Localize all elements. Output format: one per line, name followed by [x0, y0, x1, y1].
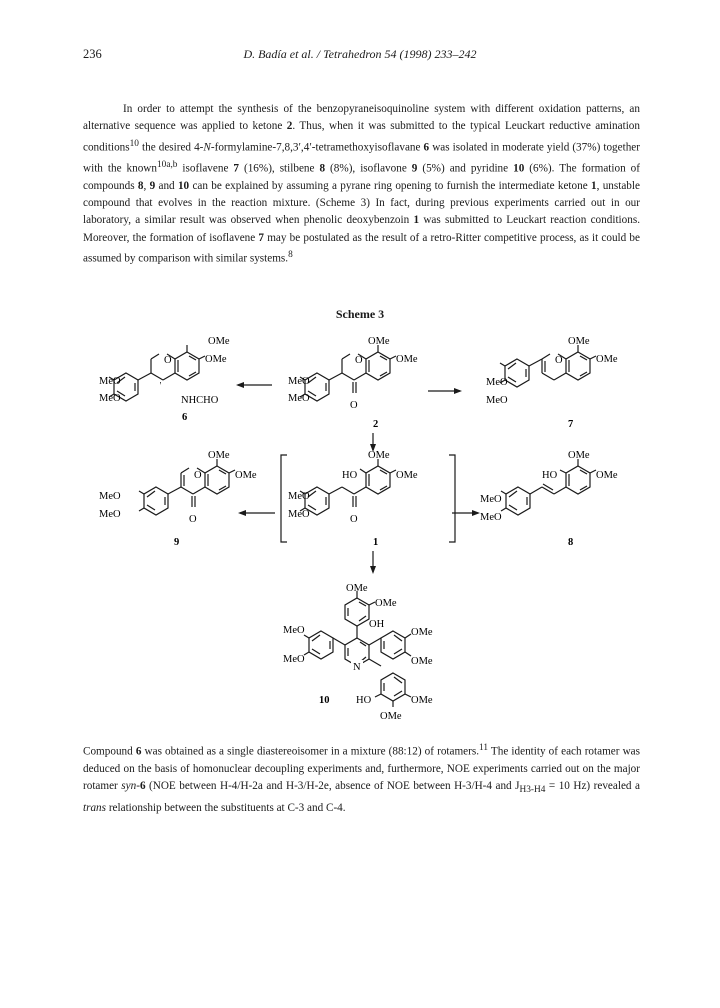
compound-label-10: 10	[319, 695, 330, 706]
cmp10-meo-top: MeO	[283, 625, 305, 636]
cmp2-ome-right: OMe	[396, 354, 418, 365]
cmp10-ome-bottom-right: OMe	[411, 695, 433, 706]
cmp6-meo-top: MeO	[99, 376, 121, 387]
compound-6-structure	[109, 345, 205, 401]
cmp8-ome-top: OMe	[568, 450, 590, 461]
cmp2-ring-o: O	[355, 355, 363, 366]
cmp1-carbonyl-o: O	[350, 514, 358, 525]
cmp9-ring-o: O	[194, 470, 202, 481]
cmp2-carbonyl-o: O	[350, 400, 358, 411]
compound-8-structure	[501, 459, 596, 515]
cmp8-meo-top: MeO	[480, 494, 502, 505]
cmp7-ring-o: O	[555, 355, 563, 366]
compound-label-9: 9	[174, 537, 180, 548]
compound-label-7: 7	[568, 419, 574, 430]
cmp2-meo-top: MeO	[288, 376, 310, 387]
cmp1-meo-bottom: MeO	[288, 509, 310, 520]
compound-1-structure	[300, 459, 396, 515]
cmp1-ome-right: OMe	[396, 470, 418, 481]
bracket-left	[281, 455, 287, 542]
arrow-2-to-7	[428, 388, 462, 394]
compound-label-1: 1	[373, 537, 379, 548]
cmp10-ome-bottom: OMe	[380, 711, 402, 722]
cmp8-meo-bottom: MeO	[480, 512, 502, 523]
cmp9-carbonyl-o: O	[189, 514, 197, 525]
cmp6-ome-right: OMe	[205, 354, 227, 365]
cmp10-pyridine-n: N	[353, 662, 361, 673]
cmp9-ome-right: OMe	[235, 470, 257, 481]
cmp1-ome-top: OMe	[368, 450, 390, 461]
cmp9-meo-bottom: MeO	[99, 509, 121, 520]
cmp1-ho: HO	[342, 470, 358, 481]
compound-label-2: 2	[373, 419, 379, 430]
cmp10-ome-upper: OMe	[375, 598, 397, 609]
paragraph-intro: In order to attempt the synthesis of the benzopyraneisoquinoline system with different oxidation patterns, an alternative sequence was applied to ketone 2. Thus, when it was submitted to the typical Leuckart reductive amination conditions$^{10}$ the desired 4-N-formylamine-7,8,3′,4′-tetramethoxyisoflavane 6 was isolated in moderate yield (37%) together with the known$^{10a,b}$ isoflavene 7 (16%), stilbene 8 (8%), isoflavone 9 (5%) and pyridine 10 (6%). The formation of compounds 8, 9 and 10 can be explained by assuming a pyrane ring opening to furnish the intermediate ketone 1, unstable compound that evolves in the reaction mixture. (Scheme 3) In fact, during previous experiments carried out in our laboratory, a similar result was observed when phenolic deoxybenzoin 1 was submitted to Leuckart reaction conditions. Moreover, the formation of isoflavene 7 may be postulated as the result of a retro-Ritter competitive process, as it could be assumed by comparison with similar systems.$^8$	[83, 103, 640, 265]
cmp6-ome-top: OMe	[208, 336, 230, 347]
arrow-1-to-8	[452, 510, 480, 516]
cmp8-ho: HO	[542, 470, 558, 481]
cmp10-ome-top: OMe	[346, 583, 368, 594]
paragraph-rotamers: Compound 6 was obtained as a single diastereoisomer in a mixture (88:12) of rotamers.$^{11}$ The identity of each rotamer was deduced on the basis of homonuclear decoupling experiments and, furthermore, NOE experiments carried out on the major rotamer syn-6 (NOE between H-4/H-2a and H-3/H-2e, absence of NOE between H-3/H-4 and $J_{H3-H4} = 10$ Hz) revealed a trans relationship between the substituents at C-3 and C-4.	[83, 743, 640, 814]
bracket-right	[449, 455, 455, 542]
compound-2-structure	[300, 345, 396, 401]
arrow-2-to-6	[236, 382, 272, 388]
cmp1-meo-top: MeO	[288, 491, 310, 502]
cmp7-meo-top: MeO	[486, 377, 508, 388]
running-head: D. Badía et al. / Tetrahedron 54 (1998) 233–242	[243, 47, 477, 61]
cmp10-ho: HO	[356, 695, 372, 706]
cmp8-ome-right: OMe	[596, 470, 618, 481]
page-number: 236	[83, 47, 102, 61]
cmp7-ome-right: OMe	[596, 354, 618, 365]
cmp10-oh: OH	[369, 619, 385, 630]
cmp6-meo-bottom: MeO	[99, 393, 121, 404]
compound-label-8: 8	[568, 537, 574, 548]
cmp7-ome-top: OMe	[568, 336, 590, 347]
cmp7-meo-bottom: MeO	[486, 395, 508, 406]
compound-9-structure	[139, 459, 235, 515]
compound-7-structure	[500, 345, 596, 387]
cmp2-ome-top: OMe	[368, 336, 390, 347]
cmp2-meo-bottom: MeO	[288, 393, 310, 404]
cmp10-ome-right-top: OMe	[411, 627, 433, 638]
compound-label-6: 6	[182, 412, 188, 423]
cmp6-ring-o: O	[164, 355, 172, 366]
cmp10-meo-bottom: MeO	[283, 654, 305, 665]
cmp10-ome-right-bottom: OMe	[411, 656, 433, 667]
arrow-1-to-10	[370, 551, 376, 574]
scheme-title: Scheme 3	[335, 307, 385, 321]
cmp9-meo-top: MeO	[99, 491, 121, 502]
cmp6-nhcho: NHCHO	[181, 395, 219, 406]
cmp9-ome-top: OMe	[208, 450, 230, 461]
arrow-1-to-9	[238, 510, 275, 516]
